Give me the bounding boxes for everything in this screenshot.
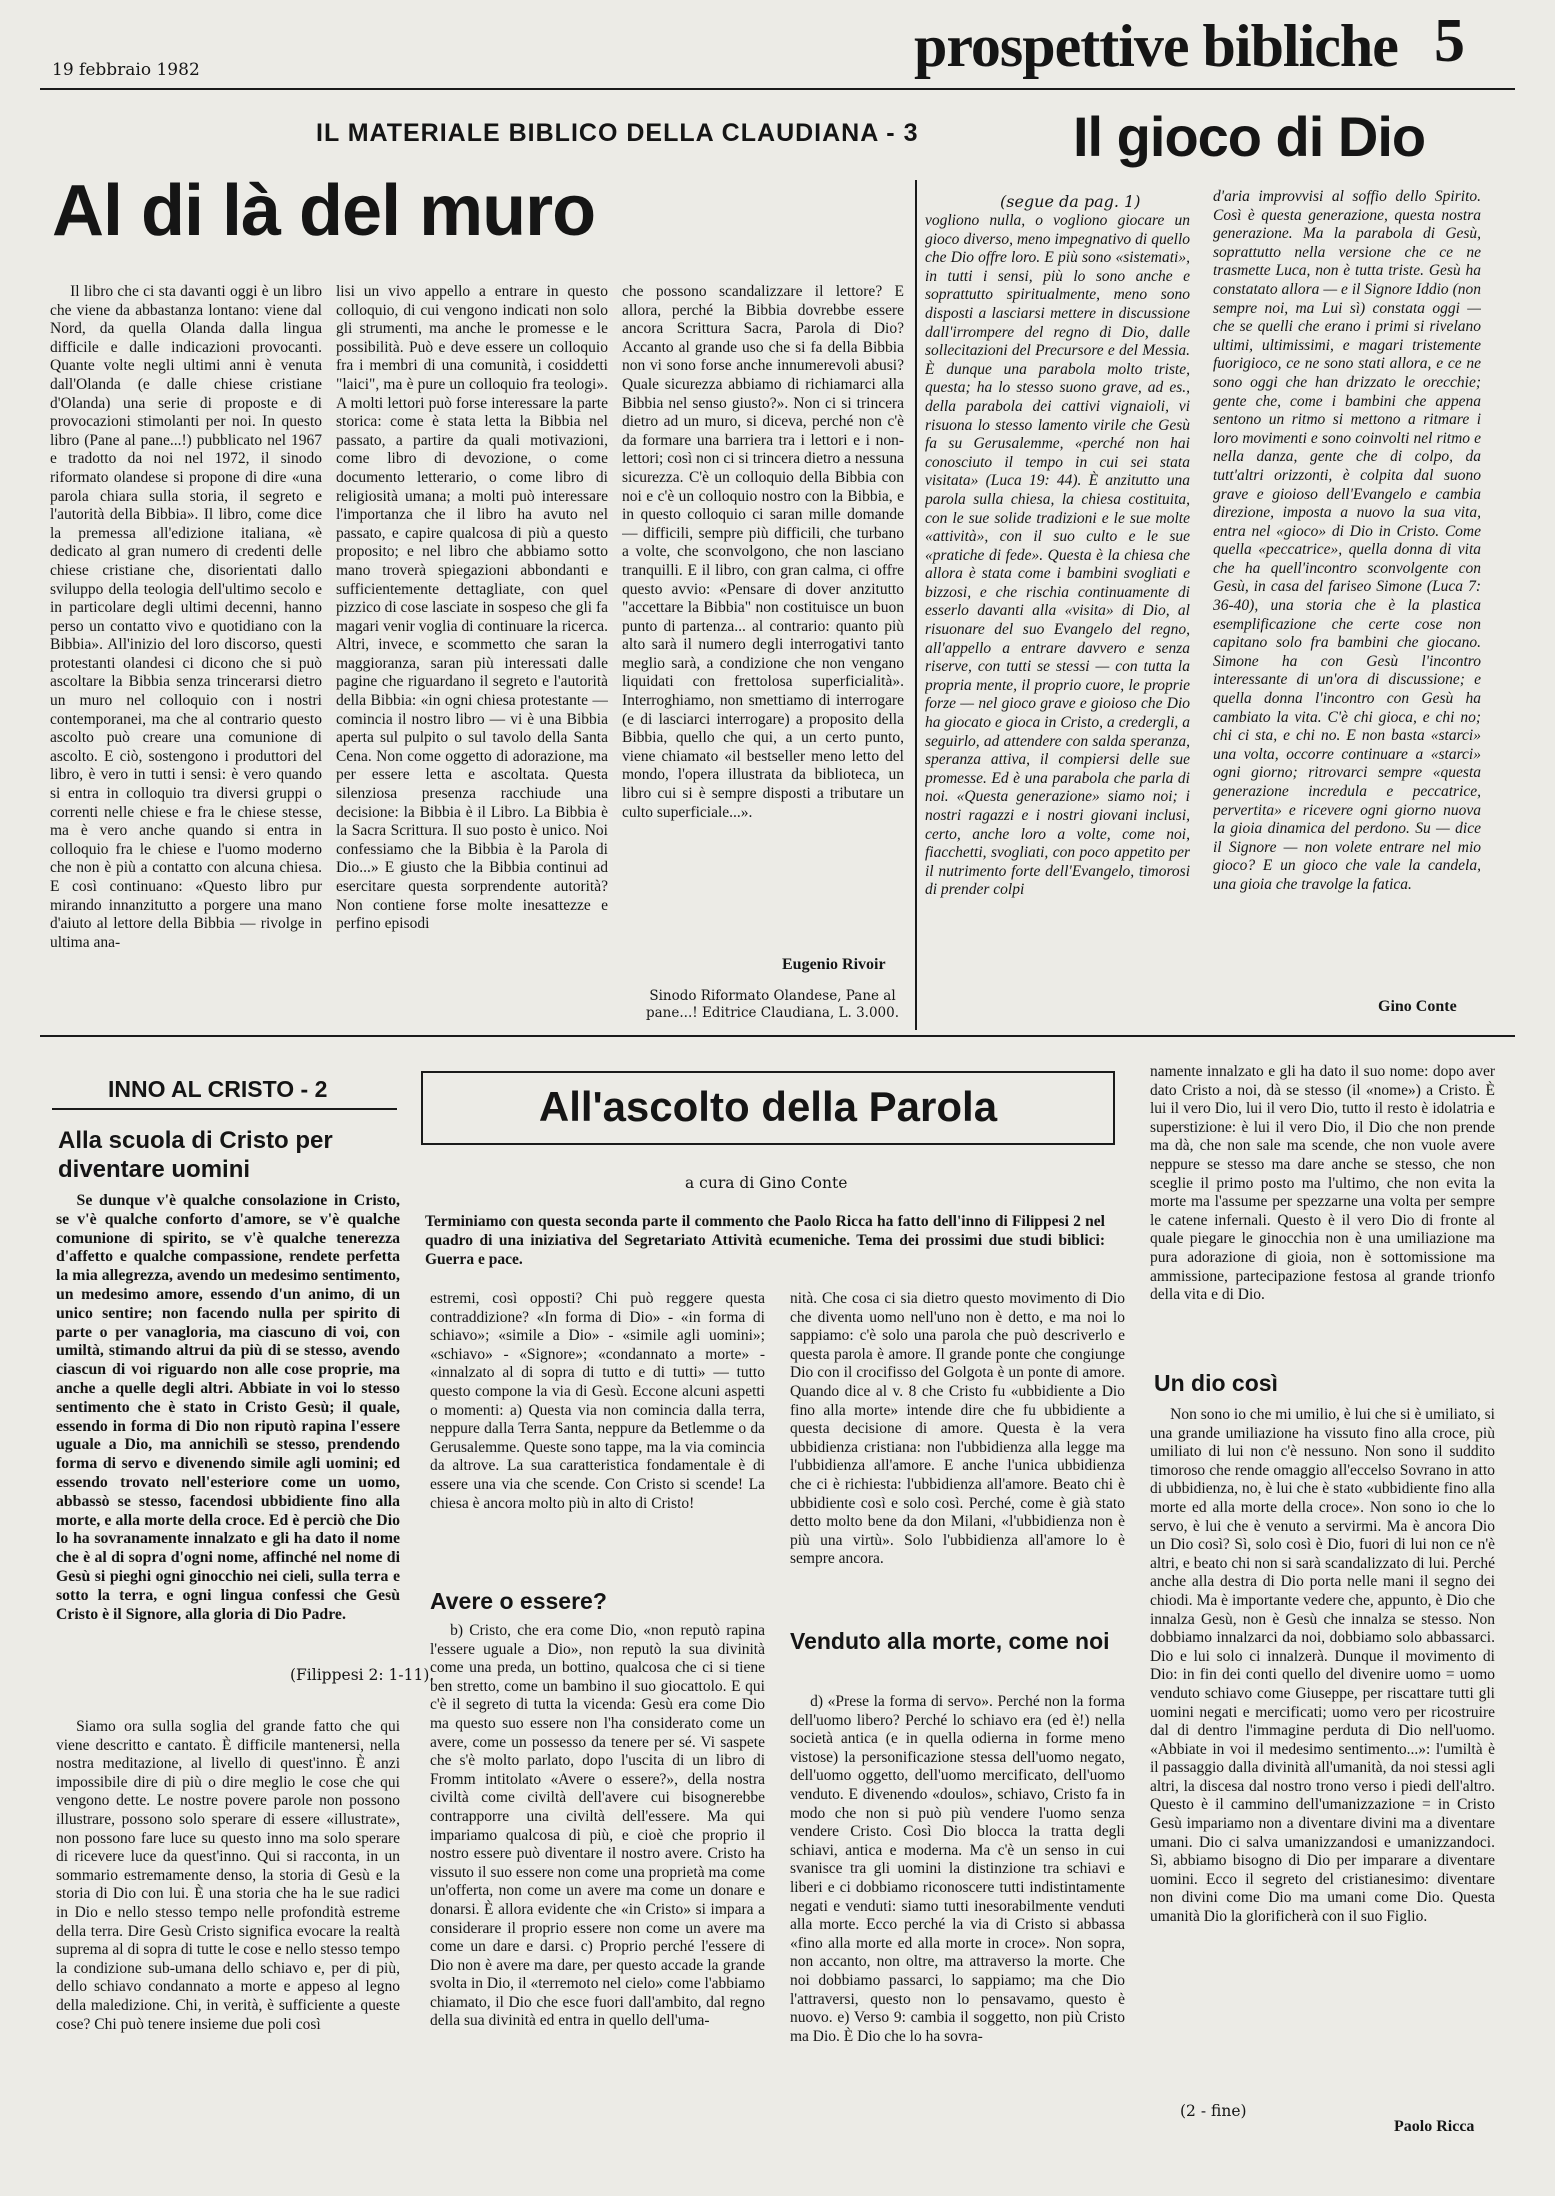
muro-column-3: [622, 283, 904, 938]
gioco-author: Gino Conte: [1378, 998, 1457, 1015]
section-masthead: prospettive bibliche: [914, 13, 1398, 79]
ascolto-subhead-dio: Un dio così: [1154, 1370, 1278, 1396]
ascolto-intro: [425, 1212, 1105, 1290]
gioco-column-1: [925, 212, 1190, 1024]
muro-author: Eugenio Rivoir: [782, 956, 886, 973]
inno-quote: [56, 1192, 400, 1664]
ascolto-column-3b: [1150, 1406, 1495, 2101]
inno-rule: [52, 1108, 397, 1110]
column-divider: [915, 180, 917, 1030]
ascolto-text-2a: nità. Che cosa ci sia dietro questo movimento di Dio che diventa uomo nell'uno non è detto, e ma noi lo sappiamo: c'è solo una parola che può descriverlo e questa parola è amore. Il grande ponte che congiunge Dio con il crocifisso del Golgota è un ponte di amore. Quando dice al v. 8 che Cristo fu «ubbidiente a Dio fino alla morte» intende dire che fu ubbidiente a questa decisione di amore. Questa è la vera ubbidienza cristiana: non l'ubbidienza alla legge ma l'ubbidienza all'amore. E anche l'unica ubbidienza che ci è richiesta: l'ubbidienza all'amore. Beato chi è ubbidiente così e solo così. Perché, come è già stato detto molto bene da don Milani, «l'ubbidienza non è più una virtù». Solo l'ubbidienza all'amore lo è sempre ancora.: [790, 1290, 1125, 1568]
ascolto-title-box: [421, 1071, 1115, 1145]
gioco-column-2: [1213, 188, 1481, 988]
ascolto-column-2a: [790, 1290, 1125, 1620]
inno-quote-text: Se dunque v'è qualche consolazione in Cristo, se v'è qualche conforto d'amore, se v'è qualche comunione di spirito, se v'è qualche tenerezza d'affetto e qualche compassione, rendete perfetta la mia allegrezza, avendo un medesimo sentimento, un medesimo amore, essendo d'un animo, di un unico sentire; non facendo nulla per spirito di parte o per vanagloria, ma ciascuno di voi, con umiltà, stimando altrui da più di se stesso, avendo ciascun di voi riguardo non alle cose proprie, ma anche a quelle degli altri. Abbiate in voi lo stesso sentimento che è stato in Cristo Gesù; il quale, essendo in forma di Dio non riputò rapina l'essere uguale a Dio, ma annichilì se stesso, prendendo forma di servo e divenendo simile agli uomini; ed essendo trovato nell'esteriore come un uomo, abbassò se stesso, facendosi ubbidiente fino alla morte, e alla morte della croce. Ed è perciò che Dio lo ha sovranamente innalzato e gli ha dato il nome che è al di sopra d'ogni nome, affinché nel nome di Gesù si pieghi ogni ginocchio nei cieli, sulla terra e sotto la terra, e ogni lingua confessi che Gesù Cristo è il Signore, alla gloria di Dio Padre.: [56, 1192, 400, 1623]
muro-column-1: [50, 283, 322, 1028]
muro-text-1: Il libro che ci sta davanti oggi è un libro che viene da abbastanza lontano: viene dal Nord, da quella Olanda dalla lingua difficile e dalle indicazioni provocanti. Quante volte negli ultimi anni è venuta dall'Olanda (e dalle chiese cristiane d'Olanda) una serie di proposte e di provocazioni stimolanti per noi. In questo libro (Pane al pane...!) pubblicato nel 1967 e tradotto da noi nel 1972, il sinodo riformato olandese si propone di dire «una parola chiara sulla storia, il segreto e l'autorità della Bibbia». Il libro, come dice la premessa all'edizione italiana, «è dedicato al gran numero di credenti delle chiese cristiane che, disorientati dallo sviluppo della teologia dell'ultimo secolo e in particolare degli ultimi decenni, hanno perso un contatto vivo e quotidiano con la Bibbia». All'inizio del loro discorso, questi protestanti olandesi ci dicono che si può ascoltare la Bibbia senza trincerarsi dietro un muro nel colloquio con i nostri contemporanei, ma che al contrario questo ascolto può creare una comunione di ascolto. E ciò, sostengono i produttori del libro, è vero in tutti i sensi: è vero quando si entra in colloquio tra diversi gruppi o correnti nelle chiese e fra le chiese stesse, ma è vero anche quando si entra in colloquio fra le chiese e l'uomo moderno che non è più a contatto con alcuna chiesa. E così continuano: «Questo libro pur mirando innanzitutto a porgere una mano d'aiuto al lettore della Bibbia — rivolge in ultima ana-: [50, 283, 322, 951]
ascolto-intro-text: Terminiamo con questa seconda parte il commento che Paolo Ricca ha fatto dell'inno di Filippesi 2 nel quadro di una iniziativa del Segretariato Attività ecumeniche. Tema dei prossimi due studi biblici: Guerra e pace.: [425, 1213, 1105, 1268]
inno-subtitle: Alla scuola di Cristo per diventare uomini: [58, 1127, 333, 1183]
inno-body: [56, 1718, 400, 2156]
gioco-continued-note: (segue da pag. 1): [1000, 192, 1141, 211]
ascolto-column-3a: [1150, 1063, 1495, 1348]
ascolto-author: Paolo Ricca: [1394, 2118, 1475, 2135]
ascolto-ending: (2 - fine): [1180, 2102, 1247, 2120]
issue-date: 19 febbraio 1982: [52, 60, 200, 80]
ascolto-text-2b: d) «Prese la forma di servo». Perché non la forma dell'uomo libero? Perché lo schiavo era (ed è!) nella società antica (e in quella odierna in forme meno vistose) la personificazione stessa dell'uomo negato, dell'uomo oggetto, dell'uomo mercificato, dell'uomo venduto. E divenendo «doulos», schiavo, Cristo fa in modo che non si può più vendere l'uomo senza vendere Cristo. Così Dio blocca la tratta degli schiavi, antica e moderna. Ma c'è un senso in cui svanisce tra gli uomini la distinzione tra schiavi e liberi e ci dobbiamo riconoscere tutti indistintamente negati e venduti: siamo tutti inesorabilmente venduti alla morte. Ecco perché la via di Cristo si abbassa «fino alla morte ed alla morte in croce». Non sopra, non accanto, non oltre, ma attraverso la morte. Che noi dobbiamo passarci, lo sappiamo; ma che Dio l'attraversi, questo non lo pensavamo, questo è nuovo. e) Verso 9: cambia il soggetto, non più Cristo ma Dio. È Dio che lo ha sovra-: [790, 1693, 1125, 2045]
header-rule: [40, 88, 1515, 90]
ascolto-text-1b: b) Cristo, che era come Dio, «non reputò rapina l'essere uguale a Dio», non reputò la sua divinità come una preda, un bottino, qualcosa che ci si tiene ben stretto, come un bambino il suo giocattolo. E qui c'è il segreto di tutta la vicenda: Gesù era come Dio ma questo suo essere non l'ha considerato come un avere, come un possesso da tenere per sé. Vi saspete che s'è molto parlato, dopo l'uscita di un libro di Fromm intitolato «Avere o essere?», della nostra civiltà come civiltà dell'avere cui bisognerebbe contrapporre una civiltà dell'essere. Ma qui impariamo qualcosa di più, e cioè che proprio il nostro essere può diventare il nostro avere. Cristo ha vissuto il suo essere non come una proprietà ma come un'offerta, non come un avere ma come un donare e donarsi. È allora evidente che «in Cristo» si impara a considerare il proprio essere non come un avere ma come un dare e darsi. c) Proprio perché l'essere di Dio non è avere ma dare, per questo accade la grande svolta in Dio, il «terremoto nel cielo» come l'abbiamo chiamato, il Dio che esce fuori dall'ambito, dal regno della sua divinità ed entra in quello dell'uma-: [430, 1622, 765, 2030]
muro-column-2: [336, 283, 608, 1028]
muro-kicker: IL MATERIALE BIBLICO DELLA CLAUDIANA - 3: [316, 119, 919, 147]
ascolto-column-1a: [430, 1290, 765, 1585]
page-number: 5: [1434, 7, 1464, 75]
muro-headline: Al di là del muro: [52, 171, 596, 251]
muro-text-2: lisi un vivo appello a entrare in questo colloquio, di cui vengono indicati non solo gli strumenti, ma anche le promesse e le possibilità. Può e deve essere un colloquio fra i membri di una comunità, i cosiddetti "laici", ma è pure un colloquio fra teologi». A molti lettori può forse interessare la parte storica: come è stata letta la Bibbia nel passato, a partire da quali motivazioni, come libro di devozione, o come documento letterario, o come libro di religiosità umana; a molti può interessare l'importanza che il libro ha avuto nel passato, e capire qualcosa di più a questo proposito; e nel libro che abbiamo sotto mano troverà spiegazioni abbondanti e sufficientemente dettagliate, con quel pizzico di cose lasciate in sospeso che gli fa magari venir voglia di continuare la ricerca. Altri, invece, e scommetto che saran la maggioranza, saran più interessati dalle pagine che riguardano il segreto e l'autorità della Bibbia: «in ogni chiesa protestante — comincia il nostro libro — vi è una Bibbia aperta sul pulpito o sul tavolo della Santa Cena. Non come oggetto di adorazione, ma per essere letta e ascoltata. Questa silenziosa presenza racchiude una decisione: la Bibbia è il Libro. La Bibbia è la Sacra Scrittura. Il suo posto è unico. Noi confessiamo che la Bibbia è la Parola di Dio...» E giusto che la Bibbia continui ad esercitare questa sorprendente autorità? Non contiene forse molte inesattezze e perfino episodi: [336, 283, 608, 933]
muro-text-3: che possono scandalizzare il lettore? E allora, perché la Bibbia dovrebbe essere ancora Scrittura Sacra, Parola di Dio? Accanto al grande uso che si fa della Bibbia non vi sono forse anche innumerevoli abusi? Quale sicurezza abbiamo di richiamarci alla Bibbia nel senso giusto?». Non ci si trincera dietro ad un muro, si diceva, perché non c'è da formare una barriera tra i lettori e i non-lettori; così non ci si trincera dietro a nessuna sicurezza. C'è un colloquio della Bibbia con noi e c'è un colloquio nostro con la Bibbia, e in questo colloquio ci saran mille domande — difficili, sempre più difficili, che turbano a volte, che sconvolgono, che non lasciano tranquilli. E il libro, con gran calma, ci offre questo avvio: «Pensare di dover anzitutto "accettare la Bibbia" non costituisce un buon punto di partenza... al contrario: quanto più alto sarà il numero degli interrogativi tanto meglio sarà, a condizione che non vengano liquidati con frettolosa superficialità». Interroghiamo, non smettiamo di interrogare (e di lasciarci interrogare) a proposito della Bibbia, quello che qui, a un certo punto, viene chiamato «il bestseller meno letto del mondo, l'opera illustrata da biblioteca, un libro cui si è sempre disposti a tributare un culto superficiale...».: [622, 283, 904, 821]
gioco-text-2: d'aria improvvisi al soffio dello Spirito. Così è questa generazione, questa nostra generazione. Ma la parabola di Gesù, soprattutto nella versione che ce ne trasmette Luca, non è tutta triste. Gesù ha constatato allora — e il Signore Iddio (non sempre noi, ma Lui sì) constata oggi — che se quelli che erano i primi si rivelano ultimi, ultimissimi, e magari tristemente fuorigioco, ce ne sono stati allora, e ce ne sono oggi che han drizzato le orecchie; gente che, come i bambini che appena sentono un ritmo si mettono a ritmare i loro movimenti e sono coinvolti nel ritmo e nella danza, gente che di colpo, da tutt'altri orizzonti, è colpita dal suono grave e gioioso dell'Evangelo e cambia direzione, imposta a nuovo la sua vita, entra nel «gioco» di Dio in Cristo. Come quella «peccatrice», quella donna di vita che ha quell'incontro sconvolgente con Gesù, in casa del fariseo Simone (Luca 7: 36-40), una storia che è la plastica esemplificazione che certe cose non capitano solo fra bambini che giocano. Simone ha con Gesù l'incontro interessante di un'ora di discussione; e quella donna l'incontro con Gesù ha cambiato la vita. C'è chi gioca, e chi no; chi ci sta, e chi no. E non basta «starci» una volta, occorre continuare a «starci» ogni giorno; ritrovarci sempre «questa generazione incredula e peccatrice, pervertita» e ricevere ogni giorno nuova la gioia dinamica del perdono. Su — dice il Signore — non volete entrare nel mio gioco? E un gioco che vale la candela, una gioia che travolge la fatica.: [1213, 188, 1481, 893]
ascolto-text-1a: estremi, così opposti? Chi può reggere questa contraddizione? «In forma di Dio» - «in forma di schiavo»; «simile a Dio» - «simile agli uomini»; «schiavo» - «Signore»; «condannato a morte» - «innalzato al di sopra di tutto e di tutti» — tutto questo compone la via di Gesù. Eccone alcuni aspetti o momenti: a) Questa via non comincia dalla terra, neppure dalla Terra Santa, neppure da Betlemme o da Gerusalemme. Queste sono tappe, ma la via comincia da altrove. La sua caratteristica fondamentale è di essere una via che scende. Con Cristo si scende! La chiesa è ancora molto più in alto di Cristo!: [430, 1290, 765, 1512]
ascolto-text-3b: Non sono io che mi umilio, è lui che si è umiliato, si una grande umiliazione ha vissuto fino alla croce, più umiliato di lui non c'è nessuno. Non sono il suddito timoroso che rende omaggio all'eccelso Sovrano in atto di ubbidienza, no, è lui che è stato «ubbidiente fino alla morte ed alla morte della croce». Non sono io che lo servo, è lui che è venuto a servirmi. Ma è ancora Dio un Dio così? Sì, solo così è Dio, fuori di lui non ce n'è altri, e beato chi non si sarà scandalizzato di lui. Perché anche alla destra di Dio porta nelle mani il segno dei chiodi. Ma è importante vedere che, appunto, è Dio che innalza Gesù, non è Gesù che innalza se stesso. Non dobbiamo innalzarci da noi, dobbiamo solo abbassarci. Dio e lui solo ci innalzerà. Dunque il movimento di Dio: in fin dei conti quello del divenire uomo = uomo venduto schiavo come Giuseppe, per riscattare tutti gli uomini negati e mercificati; uomo vero per ricostruire dal di dentro l'immagine perduta di Dio nell'uomo. «Abbiate in voi il medesimo sentimento...»: l'umiltà è il passaggio dalla divinità all'umanità, da noi stessi agli altri, la discesa dal nostro trono verso i piedi dell'altro. Questo è il cammino dell'umanizzazione = in Cristo Gesù impariamo non a diventare divini ma a diventare umani. Dio ci salva umanizzandosi e umanizzandoci. Sì, abbiamo bisogno di Dio per imparare a diventare uomini. Ecco il segreto del cristianesimo: diventare non divini come Dio ma umani come Dio. Questa umanità Dio la glorificherà con il suo Figlio.: [1150, 1406, 1495, 1926]
inno-quote-ref: (Filippesi 2: 1-11).: [290, 1666, 435, 1684]
ascolto-column-1b: [430, 1622, 765, 2162]
gioco-text-1: vogliono nulla, o vogliono giocare un gioco diverso, meno impegnativo di quello che Dio offre loro. E più sono «sistemati», in tutti i sensi, più lo sono anche e soprattutto spiritualmente, meno sono disposti a lasciarsi mettere in discussione dall'irrompere del regno di Dio, dalle sollecitazioni del Precursore e del Messia. È dunque una parabola molto triste, questa; ha lo stesso suono grave, ad es., della parabola dei cattivi vignaioli, vi risuona lo stesso lamento virile che Gesù fa su Gerusalemme, «perché non hai conosciuto il tempo in cui sei stata visitata» (Luca 19: 44). È anzitutto una parola sulla chiesa, la chiesa costituita, con le sue solide tradizioni e le sue molte «attività», con il suo culto e le sue «pratiche di fede». Questa è la chiesa che allora è stata come i bambini svogliati e bizzosi, e che rischia continuamente di esserlo davanti alla «visita» di Dio, al risuonare del suo Evangelo del regno, all'appello a entrare davvero e senza riserve, con tutti se stessi — con tutta la propria mente, il proprio cuore, le proprie forze — nel gioco grave e gioioso che Dio ha giocato e gioca in Cristo, a credergli, a seguirlo, ad attendere con salda speranza, speranza attiva, il compiersi delle sue promesse. Ed è una parabola che parla di noi. «Questa generazione» siamo noi; i nostri ragazzi e i nostri giovani inclusi, certo, anche loro a volte, come noi, fiacchetti, svogliati, con poco appetito per il nutrimento forte dell'Evangelo, timorosi di prender colpi: [925, 212, 1190, 899]
section-rule: [40, 1035, 1515, 1037]
ascolto-column-2b: [790, 1693, 1125, 2162]
ascolto-text-3a: namente innalzato e gli ha dato il suo nome: dopo aver dato Cristo a noi, dà se stesso (il «nome») a Cristo. È lui il vero Dio, lui il vero Dio, tutto il resto è idolatria e superstizione: è lui il vero Dio, il Dio che non prende ma dà, che non sale ma scende, che non vuole avere neppure se stesso ma dare anche se stesso, che non sceglie il primo posto ma l'ultimo, che non evita la morte ma l'assume per spezzarne una volta per sempre le catene infernali. Questo è il vero Dio di fronte al quale piegare le ginocchia non è una umiliazione ma pura adorazione di gioia, non è sottomissione ma ammissione, partecipazione festosa al grande trionfo della vita e di Dio.: [1150, 1063, 1495, 1304]
ascolto-subhead-avere: Avere o essere?: [430, 1588, 607, 1614]
inno-body-text: Siamo ora sulla soglia del grande fatto che qui viene descritto e cantato. È difficile mantenersi, nella nostra meditazione, al livello di quest'inno. È anzi impossibile dire di più o dire meglio le cose che qui vengono dette. Le nostre povere parole non possono illustrare, possono solo sperare di essere «illustrate», non possono fare luce su questo inno ma solo sperare di ricevere luce da quest'inno. Qui si racconta, in un sommario estremamente denso, la storia di Gesù e la storia di Dio con lui. È una storia che ha le sue radici in Dio e nello stesso tempo nelle profondità estreme della terra. Dire Gesù Cristo significa evocare la realtà suprema al di sopra di tutte le cose e nello stesso tempo la condizione sub-umana dello schiavo e, per di più, dello schiavo condannato a morte e appeso al legno della maledizione. Chi, in verità, è sufficiente a queste cose? Chi può tenere insieme due poli così: [56, 1718, 400, 2033]
ascolto-byline: a cura di Gino Conte: [685, 1174, 848, 1192]
muro-source: Sinodo Riformato Olandese, Pane al pane...! Editrice Claudiana, L. 3.000.: [645, 988, 900, 1021]
gioco-headline: Il gioco di Dio: [1073, 105, 1426, 168]
ascolto-headline: All'ascolto della Parola: [538, 1083, 998, 1130]
inno-kicker: INNO AL CRISTO - 2: [108, 1076, 328, 1102]
ascolto-subhead-venduto: Venduto alla morte, come noi: [790, 1628, 1110, 1654]
